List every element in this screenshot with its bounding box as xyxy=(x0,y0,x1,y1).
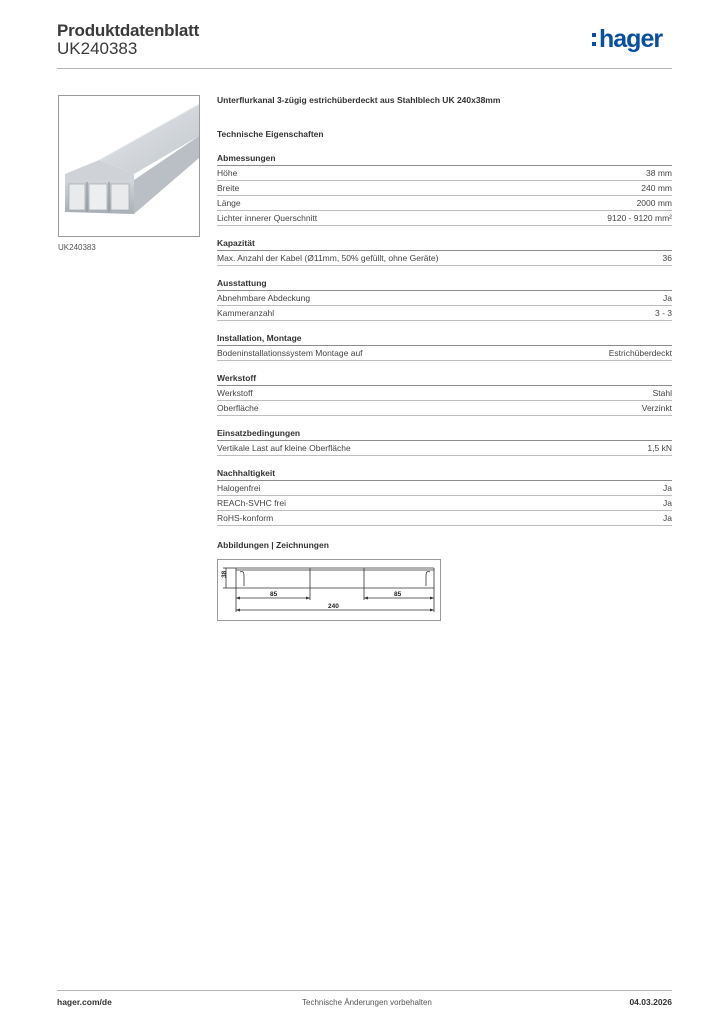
cross-section-drawing xyxy=(218,560,440,620)
footer-divider xyxy=(57,990,672,991)
property-label: Oberfläche xyxy=(217,403,259,413)
property-row xyxy=(217,166,672,181)
property-label: Werkstoff xyxy=(217,388,253,398)
section-title: Einsatzbedingungen xyxy=(217,428,672,441)
property-row xyxy=(217,346,672,361)
technical-drawing xyxy=(217,559,441,621)
property-value: 240 mm xyxy=(641,183,672,193)
property-value: 36 xyxy=(662,253,672,263)
footer-date: 04.03.2026 xyxy=(629,997,672,1007)
section-werkstoff xyxy=(217,373,672,416)
property-label: Halogenfrei xyxy=(217,483,261,493)
property-value: Ja xyxy=(663,293,672,303)
logo-text: hager xyxy=(599,25,663,53)
property-value: 1,5 kN xyxy=(647,443,672,453)
logo-dots-icon xyxy=(592,33,596,46)
section-title: Nachhaltigkeit xyxy=(217,468,672,481)
property-value: Verzinkt xyxy=(641,403,672,413)
drawings-heading: Abbildungen | Zeichnungen xyxy=(217,540,329,550)
section-einsatzbedingungen xyxy=(217,428,672,456)
footer-website-link[interactable]: hager.com/de xyxy=(57,997,112,1007)
dim-left-label: 85 xyxy=(270,591,278,598)
footer-note: Technische Änderungen vorbehalten xyxy=(302,998,432,1007)
property-row xyxy=(217,251,672,266)
property-row xyxy=(217,496,672,511)
property-row xyxy=(217,511,672,526)
section-ausstattung xyxy=(217,278,672,321)
property-label: Breite xyxy=(217,183,240,193)
property-value: 2000 mm xyxy=(636,198,672,208)
property-label: Kammeranzahl xyxy=(217,308,275,318)
property-label: RoHS-konform xyxy=(217,513,274,523)
datasheet-content xyxy=(217,95,672,526)
section-nachhaltigkeit xyxy=(217,468,672,526)
section-title: Werkstoff xyxy=(217,373,672,386)
product-code: UK240383 xyxy=(57,39,138,58)
section-installation xyxy=(217,333,672,361)
dim-right-label: 85 xyxy=(394,591,402,598)
section-title: Abmessungen xyxy=(217,153,672,166)
property-label: Lichter innerer Querschnitt xyxy=(217,213,318,223)
property-row xyxy=(217,291,672,306)
image-caption: UK240383 xyxy=(58,243,96,252)
property-value: Ja xyxy=(663,513,672,523)
page-title: Produktdatenblatt xyxy=(57,21,200,40)
property-row xyxy=(217,196,672,211)
section-kapazitaet xyxy=(217,238,672,266)
property-value: 9120 - 9120 mm² xyxy=(607,213,672,223)
property-row xyxy=(217,481,672,496)
product-description: Unterflurkanal 3-zügig estrichüberdeckt aus Stahlblech UK 240x38mm xyxy=(217,95,501,105)
tech-properties-heading: Technische Eigenschaften xyxy=(217,129,324,139)
property-row xyxy=(217,181,672,196)
dim-height-label: 38 xyxy=(221,570,228,578)
header-divider xyxy=(57,68,672,69)
property-value: 3 - 3 xyxy=(654,308,672,318)
property-label: Höhe xyxy=(217,168,238,178)
property-label: Bodeninstallationssystem Montage auf xyxy=(217,348,363,358)
property-row xyxy=(217,386,672,401)
section-title: Ausstattung xyxy=(217,278,672,291)
section-abmessungen xyxy=(217,153,672,226)
property-value: Estrichüberdeckt xyxy=(608,348,672,358)
property-value: Ja xyxy=(663,483,672,493)
property-value: Ja xyxy=(663,498,672,508)
property-label: Abnehmbare Abdeckung xyxy=(217,293,311,303)
property-value: 38 mm xyxy=(646,168,672,178)
property-label: REACh-SVHC frei xyxy=(217,498,286,508)
property-label: Max. Anzahl der Kabel (Ø11mm, 50% gefüllt, ohne Geräte) xyxy=(217,253,439,263)
property-label: Länge xyxy=(217,198,241,208)
property-label: Vertikale Last auf kleine Oberfläche xyxy=(217,443,351,453)
cable-duct-illustration xyxy=(59,96,199,236)
product-image xyxy=(58,95,200,237)
property-value: Stahl xyxy=(652,388,672,398)
hager-logo xyxy=(592,26,662,56)
property-row xyxy=(217,401,672,416)
dim-total-label: 240 xyxy=(328,603,339,610)
property-row xyxy=(217,441,672,456)
section-title: Kapazität xyxy=(217,238,672,251)
property-row xyxy=(217,306,672,321)
property-row xyxy=(217,211,672,226)
section-title: Installation, Montage xyxy=(217,333,672,346)
